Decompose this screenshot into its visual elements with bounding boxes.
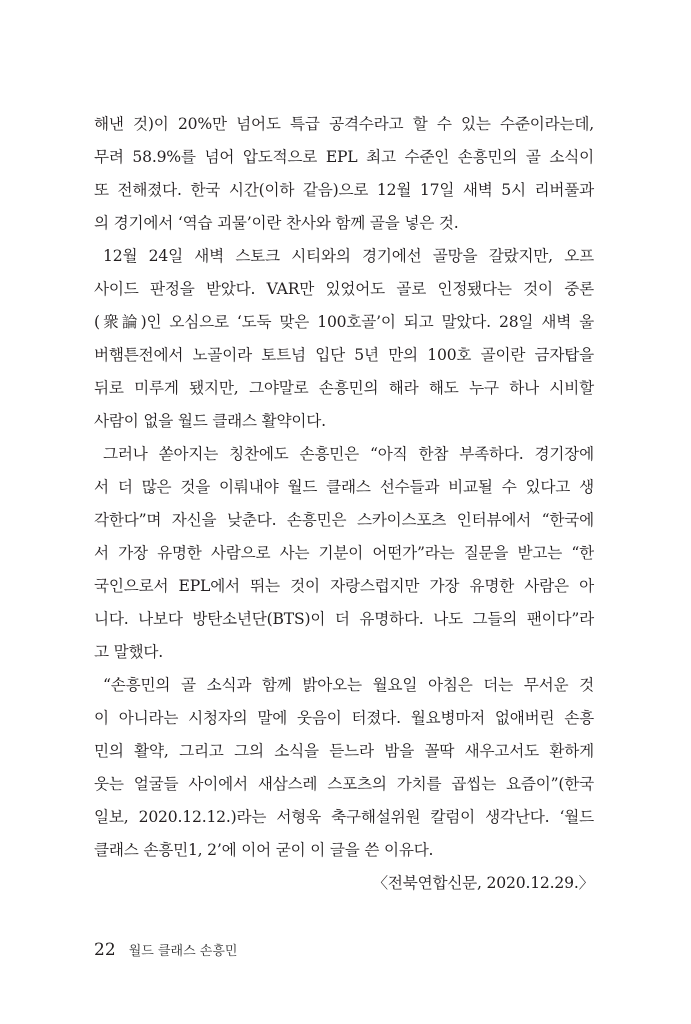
page-number: 22: [94, 940, 116, 960]
running-title: 월드 클래스 손흥민: [128, 944, 238, 959]
body-line: 사이드 판정을 받았다. VAR만 있었어도 골로 인정됐다는 것이 중론: [94, 280, 594, 298]
body-line: 이 아니라는 시청자의 말에 웃음이 터졌다. 월요병마저 없애버린 손흥: [94, 709, 594, 727]
body-line: 해낸 것)이 20%만 넘어도 특급 공격수라고 할 수 있는 수준이라는데,: [94, 115, 594, 133]
body-line: 뒤로 미루게 됐지만, 그야말로 손흥민의 해라 해도 누구 하나 시비할: [94, 379, 594, 397]
body-line: 각한다”며 자신을 낮춘다. 손흥민은 스카이스포츠 인터뷰에서 “한국에: [94, 511, 594, 529]
body-line: 민의 활약, 그리고 그의 소식을 듣느라 밤을 꼴딱 새우고서도 환하게: [94, 742, 594, 760]
body-line: 서 더 많은 것을 이뤄내야 월드 클래스 선수들과 비교될 수 있다고 생: [94, 478, 594, 496]
body-line: 웃는 얼굴들 사이에서 새삼스레 스포츠의 가치를 곱씹는 요즘이”(한국: [94, 775, 594, 793]
body-line: 또 전해졌다. 한국 시간(이하 같음)으로 12월 17일 새벽 5시 리버풀과: [94, 181, 594, 199]
body-line: 의 경기에서 ‘역습 괴물’이란 찬사와 함께 골을 넣은 것.: [94, 214, 459, 232]
paragraph-start-line: “손흥민의 골 소식과 함께 밝아오는 월요일 아침은 더는 무서운 것: [103, 676, 594, 694]
article-body: [94, 108, 594, 900]
source-citation: 〈전북연합신문, 2020.12.29.〉: [372, 874, 594, 892]
paragraph-start-line: 12월 24일 새벽 스토크 시티와의 경기에선 골망을 갈랐지만, 오프: [103, 247, 594, 265]
paragraph-start-line: 그러나 쏟아지는 칭찬에도 손흥민은 “아직 한참 부족하다. 경기장에: [103, 445, 594, 463]
body-line: 고 말했다.: [94, 643, 163, 661]
body-line: 사람이 없을 월드 클래스 활약이다.: [94, 412, 326, 430]
body-line: 무려 58.9%를 넘어 압도적으로 EPL 최고 수준인 손흥민의 골 소식이: [94, 148, 594, 166]
body-line: (衆論)인 오심으로 ‘도둑 맞은 100호골’이 되고 말았다. 28일 새벽 울: [94, 313, 594, 331]
body-line: 버햄튼전에서 노골이라 토트넘 입단 5년 만의 100호 골이란 금자탑을: [94, 346, 594, 364]
page-footer: [94, 940, 237, 960]
body-line: 국인으로서 EPL에서 뛰는 것이 자랑스럽지만 가장 유명한 사람은 아: [94, 577, 594, 595]
body-line: 일보, 2020.12.12.)라는 서형욱 축구해설위원 칼럼이 생각난다. ‘월드: [94, 808, 594, 826]
body-line: 니다. 나보다 방탄소년단(BTS)이 더 유명하다. 나도 그들의 팬이다”라: [94, 610, 594, 628]
body-line: 클래스 손흥민1, 2’에 이어 굳이 이 글을 쓴 이유다.: [94, 841, 434, 859]
body-line: 서 가장 유명한 사람으로 사는 기분이 어떤가”라는 질문을 받고는 “한: [94, 544, 594, 562]
